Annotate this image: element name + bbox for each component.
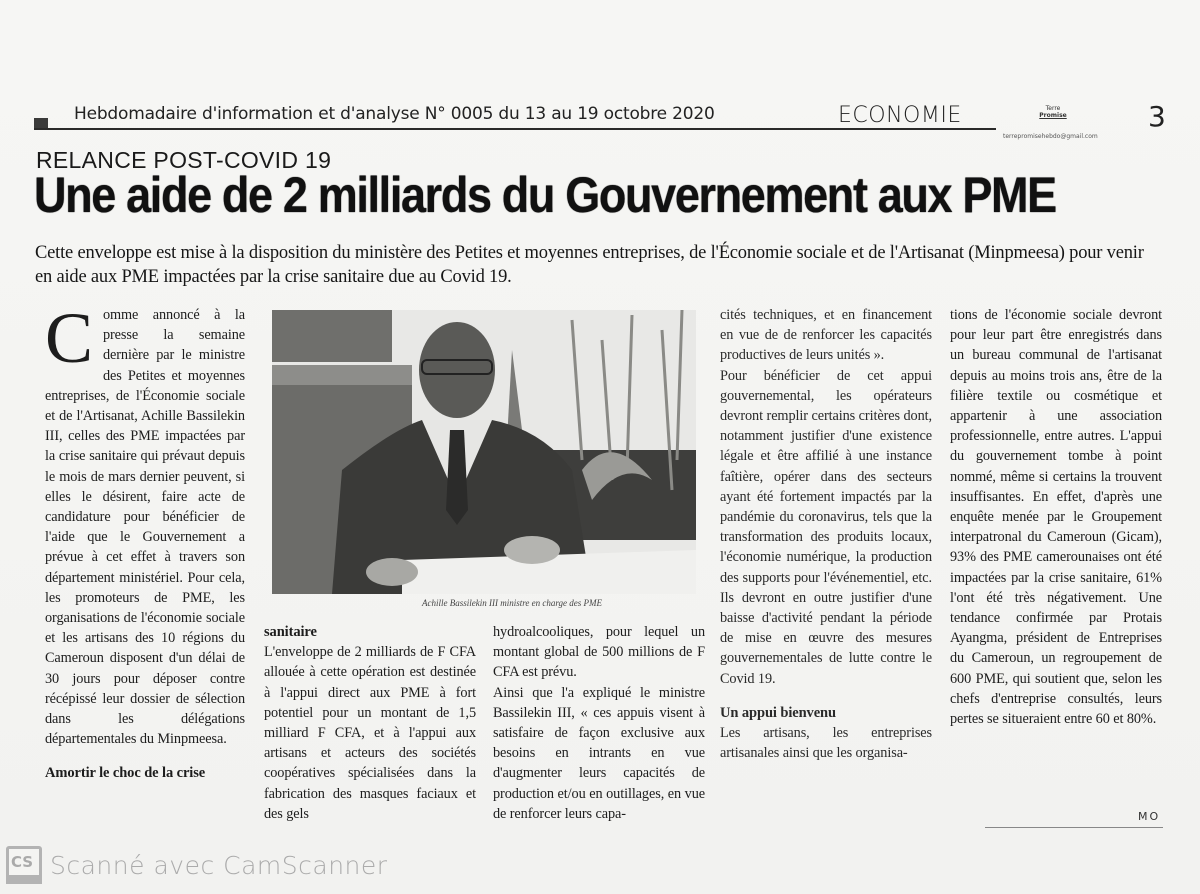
paragraph: Ainsi que l'a expliqué le ministre Bassilekin III, « ces appuis visent à satisfaire de façon exclusive aux besoins en intrants en vue d'augmenter leurs capacités de production et/ou en outillages, en vue de renforcer leurs capa-	[493, 684, 705, 822]
article-column-5	[950, 305, 1162, 729]
logo-line-1: Terre	[1045, 105, 1061, 112]
author-signature: MO	[1138, 810, 1161, 823]
scanner-watermark	[6, 845, 388, 885]
paragraph: Comme annoncé à la presse la semaine dernière par le ministre des Petites et moyennes entreprises, de l'Économie sociale et de l'Artisanat, Achille Bassilekin III, celles des PME impactées par la crise sanitaire qui prévaut depuis le mois de mars dernier peuvent, si elles le désirent, faire acte de candidature pour bénéficier de l'aide que le Gouvernement a prévue à cet effet à travers son département ministériel. Pour cela, les promoteurs de PME, les organisations de l'économie sociale et les artisans des 10 régions du Cameroun disposent d'un délai de 30 jours pour déposer contre récépissé leur dossier de sélection dans les délégations départementales du Minpmeesa.	[45, 298, 245, 748]
camscanner-logo-icon: CS	[6, 846, 42, 884]
subheading: Un appui bienvenu	[720, 704, 836, 721]
article-column-2	[264, 622, 476, 824]
paragraph: tions de l'économie sociale devront pour leur part être enregistrés dans un bureau communal de l'artisanat depuis au moins trois ans, être de la filière textile ou cosmétique et appartenir à une association professionnelle, entre autres. L'appui du gouvernement tombe à point nommé, même si certains la trouvent insuffisantes. En effet, d'après une enquête menée par le Groupement interpatronal du Cameroun (Gicam), 93% des PME camerounaises ont été impactées par la crise sanitaire, 61% l'ont été très négativement. Une tendance confirmée par Protais Ayangma, président de Entreprises du Cameroun, un regroupement de 600 PME, qui soutient que, selon les chefs d'entreprise consultés, leurs pertes se situeraient entre 60 et 80%.	[950, 307, 1162, 728]
article-end-rule	[985, 827, 1163, 828]
header-rule	[34, 128, 996, 130]
article-column-3	[493, 622, 705, 824]
portrait-image	[272, 310, 696, 594]
paragraph: hydroalcooliques, pour lequel un montant global de 500 millions de F CFA est prévu.	[493, 624, 705, 681]
article-lead: Cette enveloppe est mise à la disposition du ministère des Petites et moyennes entreprises, de l'Économie sociale et de l'Artisanat (Minpmeesa) pour venir en aide aux PME impactées par la crise sanitaire due au Covid 19.	[35, 243, 1144, 287]
paragraph: L'enveloppe de 2 milliards de F CFA allouée à cette opération est destinée à l'appui direct aux PME à fort potentiel pour un montant de 1,5 milliard F CFA, et à l'appui aux artisans et acteurs des sociétés coopératives spécialisées dans la fabrication des masques faciaux et des gels	[264, 644, 476, 822]
subheading-continuation: sanitaire	[264, 624, 317, 640]
article-column-4	[720, 305, 932, 763]
watermark-text: Scanné avec CamScanner	[50, 850, 388, 880]
paragraph: Pour bénéficier de cet appui gouvernemental, les opérateurs devront remplir certains critères dont, notamment justifier d'une existence légale et être affilié à une instance faîtière, opérer dans des secteurs ayant été fortement impactés par la pandémie du coronavirus, tels que la transformation des produits locaux, l'économie numérique, la production des supports pour l'événementiel, etc. Ils devront en outre justifier d'une baisse d'activité pendant la période de mise en œuvre des mesures gouvernementales de lutte contre le Covid 19.	[720, 367, 932, 687]
logo-line-2: Promise	[1039, 112, 1067, 119]
minister-photo	[272, 310, 696, 594]
issue-line: Hebdomadaire d'information et d'analyse N° 0005 du 13 au 19 octobre 2020	[74, 104, 715, 124]
page-number: 3	[1148, 100, 1166, 133]
article-headline: Une aide de 2 milliards du Gouvernement aux PME	[34, 167, 1056, 223]
paragraph: cités techniques, et en financement en vue de de renforcer les capacités productives de leurs unités ».	[720, 307, 932, 364]
masthead-logo	[1028, 105, 1078, 119]
photo-caption: Achille Bassilekin III ministre en charge des PME	[422, 598, 603, 608]
section-title: ECONOMIE	[838, 103, 962, 128]
paragraph: Les artisans, les entreprises artisanales ainsi que les organisa-	[720, 725, 932, 762]
contact-email: terrepromisehebdo@gmail.com	[1003, 133, 1098, 140]
subheading: Amortir le choc de la crise	[45, 765, 206, 782]
drop-cap: C	[45, 298, 93, 378]
article-column-1	[45, 298, 245, 784]
article-kicker: RELANCE POST-COVID 19	[36, 147, 332, 173]
header-marker	[34, 118, 48, 128]
